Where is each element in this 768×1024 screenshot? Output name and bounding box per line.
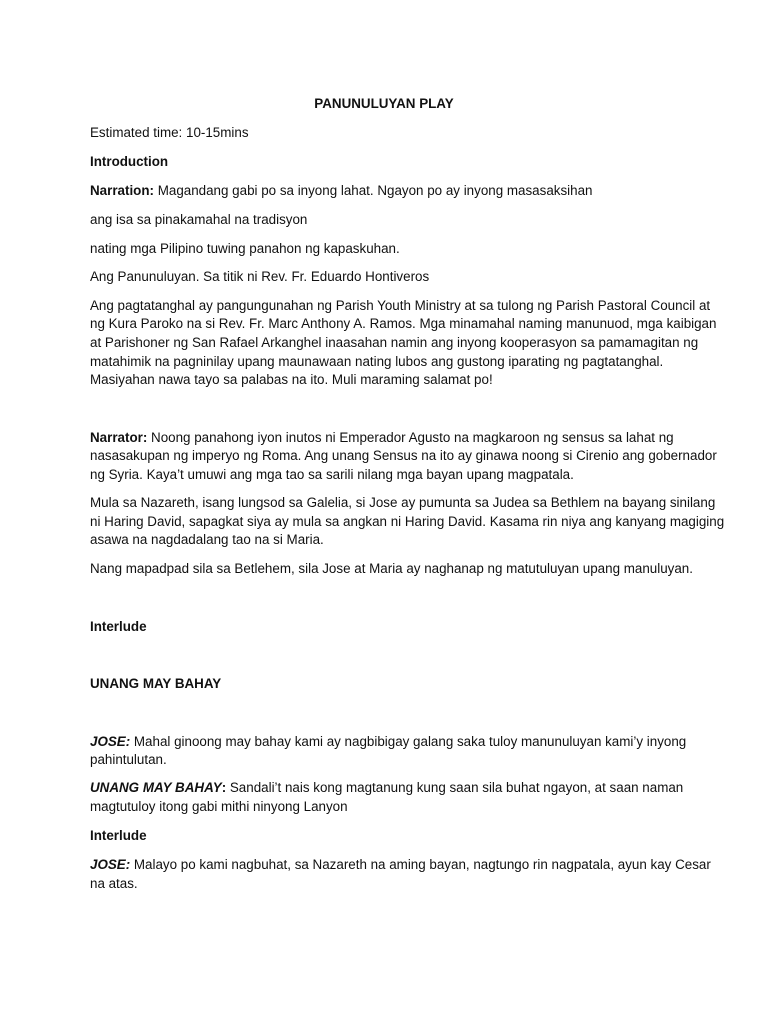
- narrator-line-3: ng Syria. Kaya’t umuwi ang mga tao sa sarili nilang mga bayan upang magpatala.: [90, 467, 574, 482]
- narration-line-4: Ang Panunuluyan. Sa titik ni Rev. Fr. Eduardo Hontiveros: [90, 269, 430, 284]
- narration-line-1: [90, 181, 690, 200]
- paragraph-2-line-3: asawa na nagdadalang tao na si Maria.: [90, 532, 324, 547]
- narration-line-2: ang isa sa pinakamahal na tradisyon: [90, 212, 308, 227]
- paragraph-1-line-1: Ang pagtatanghal ay pangungunahan ng Parish Youth Ministry at sa tulong ng Parish Pastoral Council at: [90, 298, 711, 313]
- paragraph-3: Nang mapadpad sila sa Betlehem, sila Jose at Maria ay naghanap ng matutuluyan upang manuluyan.: [90, 561, 693, 576]
- interlude-heading-1: Interlude: [90, 619, 147, 634]
- paragraph-2-line-2: ni Haring David, sapagkat siya ay mula sa angkan ni Haring David. Kasama rin niya ang kanyang magiging: [90, 514, 725, 529]
- narration-text-1: Magandang gabi po sa inyong lahat. Ngayon po ay inyong masasaksihan: [154, 183, 593, 198]
- narrator-label: Narrator:: [90, 430, 148, 445]
- paragraph-1-line-4: matahimik na pagninilay upang maunawaan nating lubos ang gustong iparating ng pagtatanghal.: [90, 354, 664, 369]
- paragraph-2-line-1: Mula sa Nazareth, isang lungsod sa Galelia, si Jose ay pumunta sa Judea sa Bethlem na bayang sinilang: [90, 495, 716, 510]
- interlude-heading-2: Interlude: [90, 828, 147, 843]
- jose-2-line-2: na atas.: [90, 876, 138, 891]
- jose-2-label: JOSE:: [90, 857, 131, 872]
- jose-2-text-1: Malayo po kami nagbuhat, sa Nazareth na aming bayan, nagtungo rin nagpatala, ayun kay Cesar: [130, 857, 711, 872]
- estimated-time: Estimated time: 10-15mins: [90, 125, 249, 140]
- unang-may-bahay-1-label: UNANG MAY BAHAY: [90, 780, 222, 795]
- jose-1-text-1: Mahal ginoong may bahay kami ay nagbibigay galang saka tuloy manunuluyan kami’y inyong: [130, 734, 687, 749]
- document-title: PANUNULUYAN PLAY: [314, 96, 454, 111]
- jose-1-line-1: [90, 732, 690, 751]
- unang-may-bahay-1-line-2: magtutuloy itong gabi mithi ninyong Lanyon: [90, 799, 348, 814]
- narration-line-3: nating mga Pilipino tuwing panahon ng kapaskuhan.: [90, 241, 400, 256]
- jose-1-line-2: pahintulutan.: [90, 752, 167, 767]
- unang-may-bahay-1-line-1: [90, 778, 690, 797]
- narrator-line-2: nasasakupan ng imperyo ng Roma. Ang unang Sensus na ito ay ginawa noong si Cirenio ang gobernador: [90, 448, 717, 463]
- unang-may-bahay-1-colon: :: [221, 780, 227, 795]
- narration-label: Narration:: [90, 183, 154, 198]
- paragraph-1-line-5: Masiyahan nawa tayo sa palabas na ito. Muli maraming salamat po!: [90, 372, 493, 387]
- introduction-heading: Introduction: [90, 154, 169, 169]
- paragraph-1-line-3: at Parishoner ng San Rafael Arkanghel inaasahan namin ang inyong kooperasyon sa pamamagitan ng: [90, 335, 699, 350]
- jose-2-line-1: [90, 855, 711, 874]
- unang-may-bahay-heading: UNANG MAY BAHAY: [90, 676, 222, 691]
- paragraph-1-line-2: ng Kura Paroko na si Rev. Fr. Marc Anthony A. Ramos. Mga minamahal naming manunuod, mga kaibigan: [90, 316, 717, 331]
- jose-1-label: JOSE:: [90, 734, 131, 749]
- narrator-line-1: [90, 428, 690, 447]
- narrator-text-1: Noong panahong iyon inutos ni Emperador Agusto na magkaroon ng sensus sa lahat ng: [147, 430, 674, 445]
- unang-may-bahay-1-text-1: Sandali’t nais kong magtanung kung saan sila buhat ngayon, at saan naman: [226, 780, 684, 795]
